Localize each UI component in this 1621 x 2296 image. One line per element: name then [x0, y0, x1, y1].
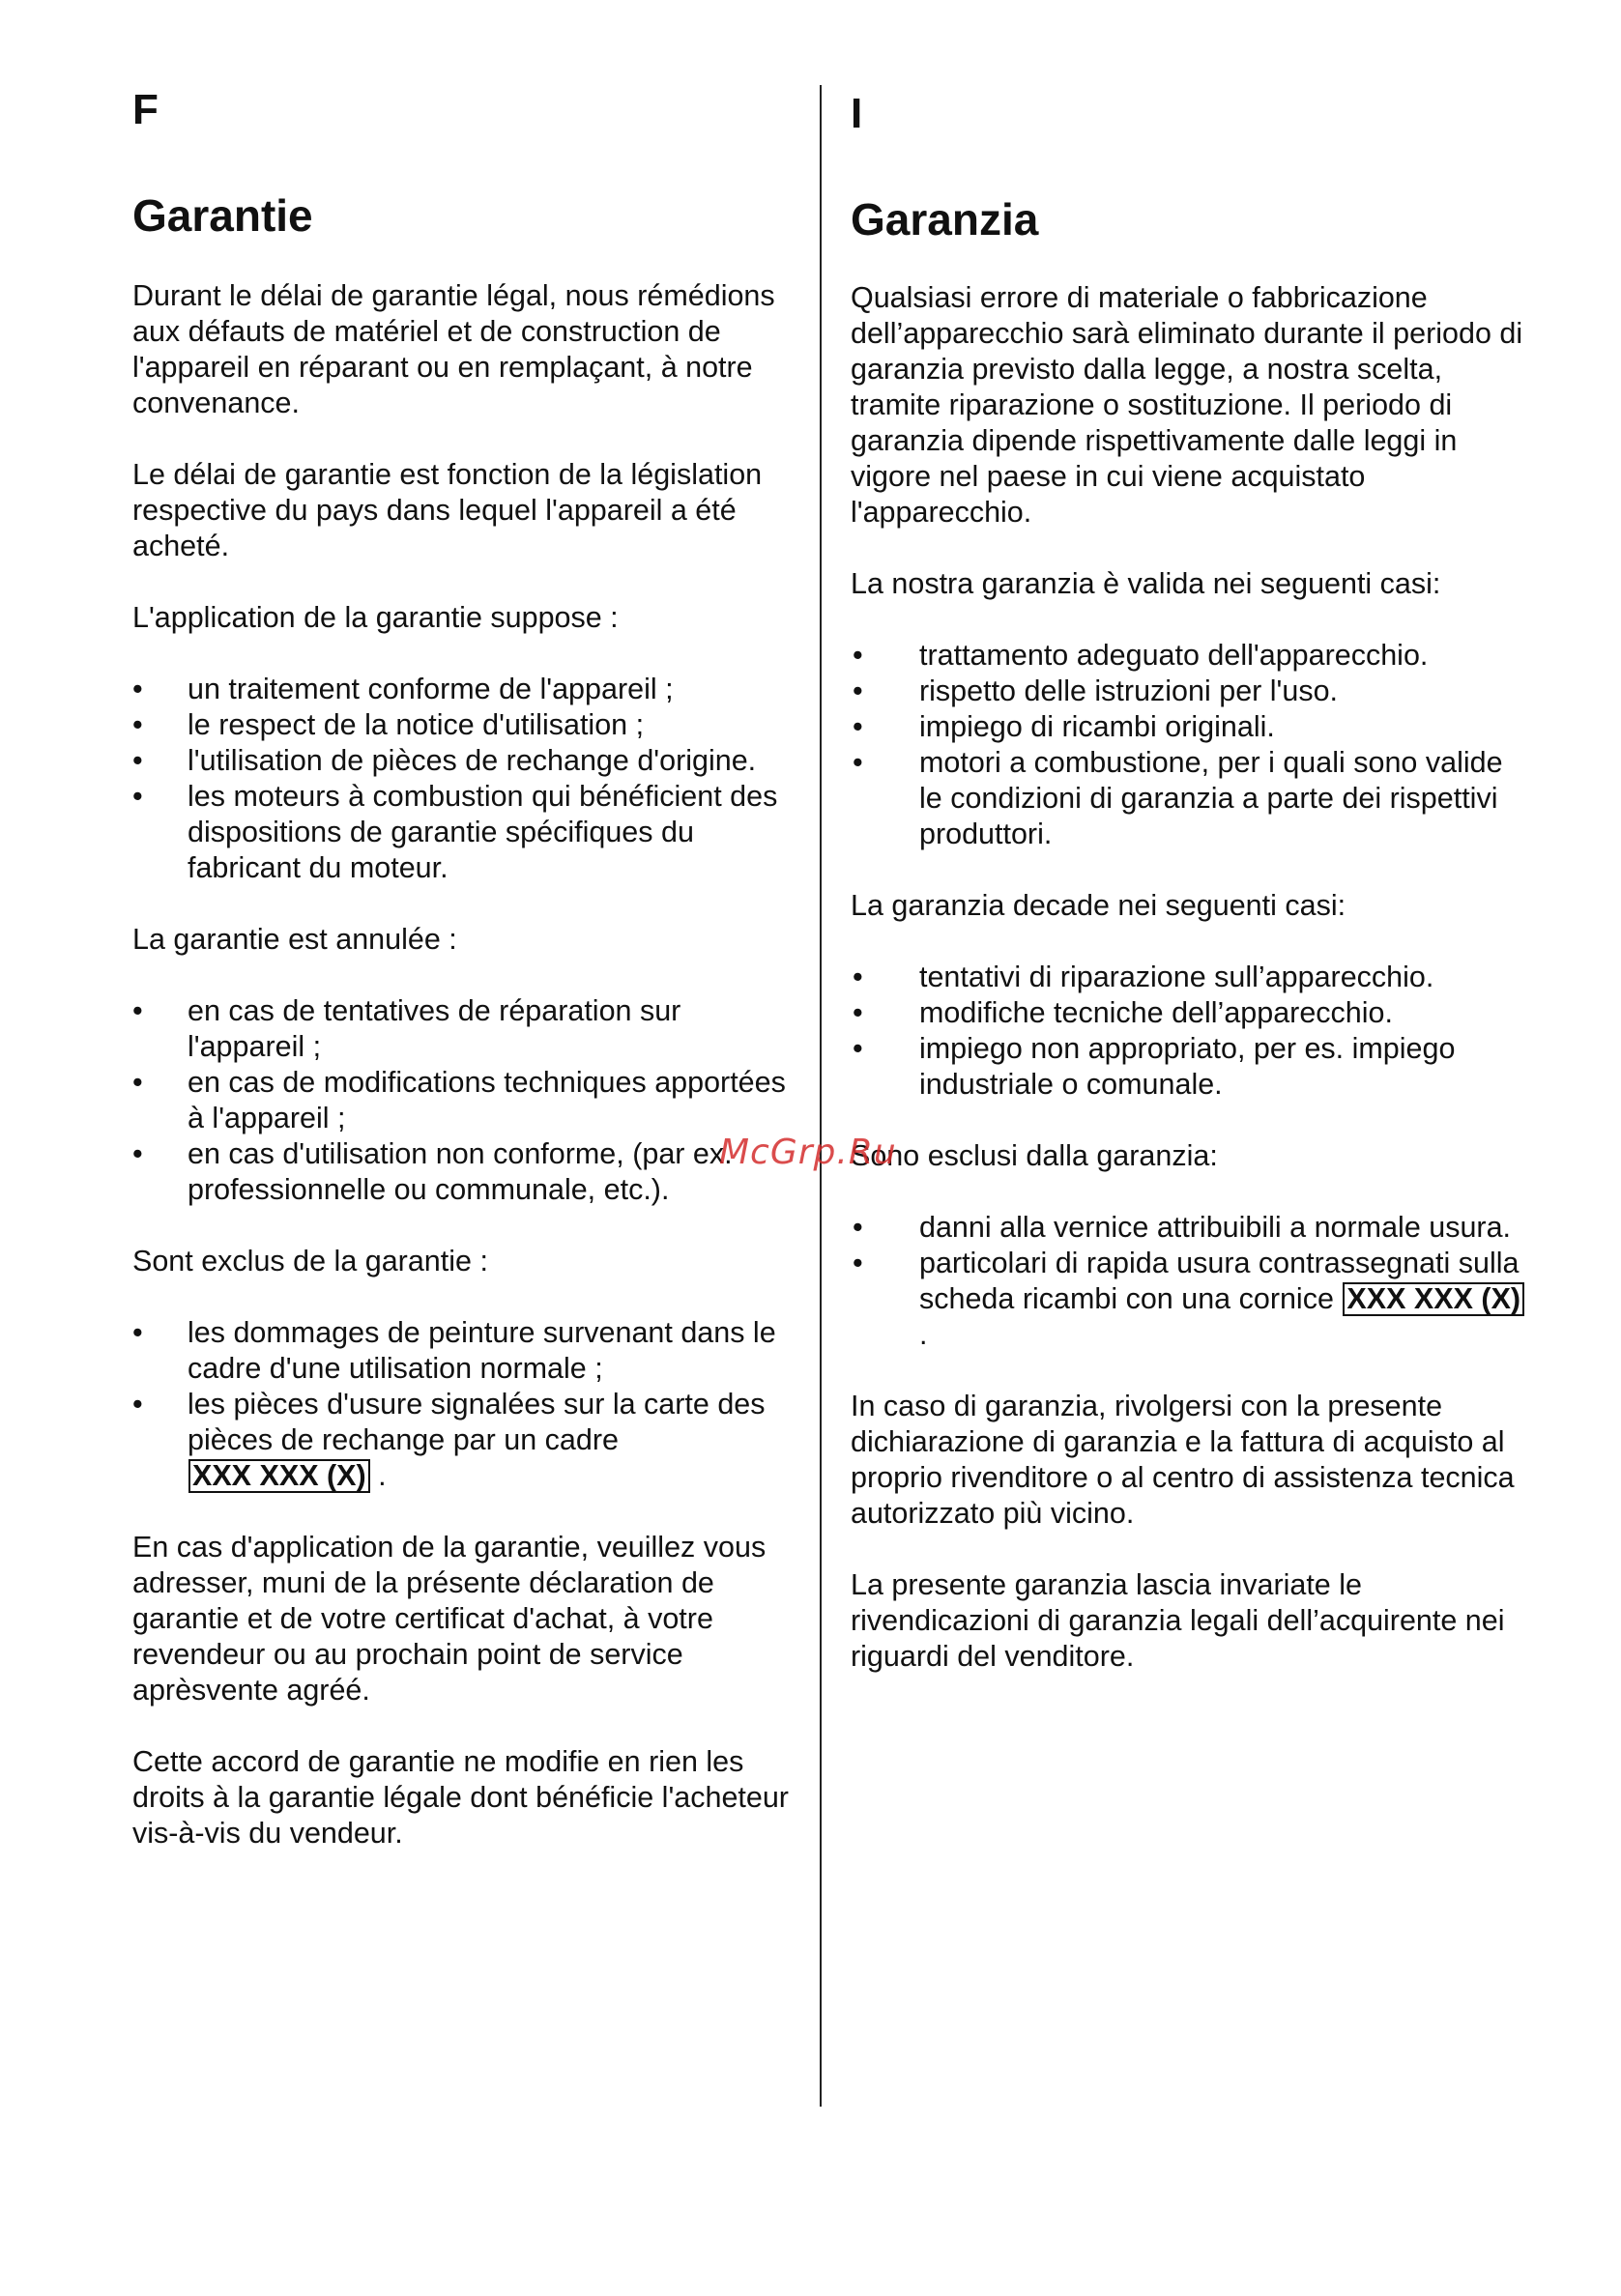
list-item: • particolari di rapida usura contrassegnati sulla scheda ricambi con una cornice XXX XXX (X). [851, 1246, 1527, 1353]
list-item: • rispetto delle istruzioni per l'uso. [853, 674, 1339, 707]
list-item: • modifiche tecniche dell’apparecchio. [853, 996, 1393, 1029]
paragraph: L'application de la garantie suppose : [132, 601, 619, 634]
paragraph: In caso di garanzia, rivolgersi con la presente dichiarazione di garanzia e la fattura di acquisto al proprio rivenditore o al centro di assistenza tecnica autorizzato più vicino. [851, 1390, 1515, 1530]
conditions-list [851, 638, 1527, 852]
paragraph: La nostra garanzia è valida nei seguenti casi: [851, 567, 1441, 600]
exclusions-list [851, 1210, 1527, 1353]
bullet-icon: • [853, 1211, 863, 1244]
paragraph: Sono esclusi dalla garanzia: [851, 1139, 1218, 1172]
bullet-icon: • [853, 961, 863, 993]
list-item: • en cas d'utilisation non conforme, (par ex. professionnelle ou communale, etc.). [132, 1137, 733, 1206]
list-item: • impiego di ricambi originali. [853, 710, 1275, 743]
list-item: • motori a combustione, per i quali sono valide le condizioni di garanzia a parte dei rispettivi produttori. [853, 746, 1503, 850]
part-code-frame: XXX XXX (X) [188, 1459, 370, 1493]
list-item: • en cas de modifications techniques apportées à l'appareil ; [132, 1066, 786, 1134]
bullet-icon: • [853, 674, 863, 707]
list-item: • les moteurs à combustion qui bénéficient des dispositions de garantie spécifiques du fabricant du moteur. [132, 780, 778, 884]
bullet-icon: • [132, 1316, 143, 1349]
list-item: • trattamento adeguato dell'apparecchio. [853, 639, 1429, 672]
void-list [132, 993, 799, 1208]
warranty-body-it [851, 280, 1527, 1710]
bullet-icon: • [853, 710, 863, 743]
bullet-icon: • [853, 639, 863, 672]
bullet-icon: • [132, 1066, 143, 1099]
bullet-icon: • [132, 744, 143, 777]
warranty-title-it: Garanzia [851, 194, 1039, 244]
bullet-icon: • [853, 996, 863, 1029]
paragraph: Le délai de garantie est fonction de la législation respective du pays dans lequel l'appareil a été acheté. [132, 458, 763, 562]
language-code-fr: F [132, 86, 159, 133]
bullet-icon: • [853, 746, 863, 779]
bullet-icon: • [853, 1247, 863, 1279]
list-item: • les dommages de peinture survenant dans le cadre d'une utilisation normale ; [132, 1316, 776, 1385]
paragraph: La garanzia decade nei seguenti casi: [851, 889, 1346, 922]
paragraph: Sont exclus de la garantie : [132, 1245, 488, 1277]
list-item: • les pièces d'usure signalées sur la carte des pièces de rechange par un cadre XXX XXX (X) . [132, 1388, 766, 1492]
paragraph: La presente garanzia lascia invariate le rivendicazioni di garanzia legali dell’acquirente nei riguardi del venditore. [851, 1568, 1505, 1673]
warranty-title-fr: Garantie [132, 190, 313, 241]
paragraph: En cas d'application de la garantie, veuillez vous adresser, muni de la présente déclaration de garantie et de votre certificat d'achat, à votre revendeur ou au prochain point de service aprèsvente agréé. [132, 1531, 767, 1707]
conditions-list [132, 672, 799, 886]
warranty-body-fr [132, 278, 799, 1887]
bullet-icon: • [132, 994, 143, 1027]
bullet-icon: • [132, 673, 143, 705]
list-item: • l'utilisation de pièces de rechange d'origine. [132, 744, 757, 777]
bullet-icon: • [132, 708, 143, 741]
list-item: • en cas de tentatives de réparation sur l'appareil ; [132, 994, 681, 1063]
column-divider [820, 85, 822, 2107]
bullet-icon: • [132, 1137, 143, 1170]
part-code-frame: XXX XXX (X) [1343, 1282, 1524, 1316]
watermark: McGrp.Ru [719, 1133, 897, 1172]
exclusions-list [132, 1315, 799, 1494]
paragraph: Durant le délai de garantie légal, nous rémédions aux défauts de matériel et de construction de l'appareil en réparant ou en remplaçant, à notre convenance. [132, 279, 775, 419]
list-item: • un traitement conforme de l'appareil ; [132, 673, 674, 705]
list-item: • tentativi di riparazione sull’apparecchio. [853, 961, 1434, 993]
paragraph: La garantie est annulée : [132, 923, 457, 956]
language-code-it: I [851, 90, 863, 137]
list-item: • impiego non appropriato, per es. impiego industriale o comunale. [853, 1032, 1456, 1101]
paragraph: Cette accord de garantie ne modifie en rien les droits à la garantie légale dont bénéficie l'acheteur vis-à-vis du vendeur. [132, 1745, 789, 1850]
bullet-icon: • [132, 780, 143, 813]
void-list [851, 960, 1527, 1103]
list-item: • danni alla vernice attribuibili a normale usura. [853, 1211, 1512, 1244]
list-item: • le respect de la notice d'utilisation ; [132, 708, 645, 741]
bullet-icon: • [853, 1032, 863, 1065]
paragraph: Qualsiasi errore di materiale o fabbricazione dell’apparecchio sarà eliminato durante il periodo di garanzia previsto dalla legge, a nostra scelta, tramite riparazione o sostituzione. Il periodo di garanzia dipende rispettivamente dalle leggi in vigore nel paese in cui viene acquistato l'apparecchio. [851, 281, 1523, 529]
bullet-icon: • [132, 1388, 143, 1421]
